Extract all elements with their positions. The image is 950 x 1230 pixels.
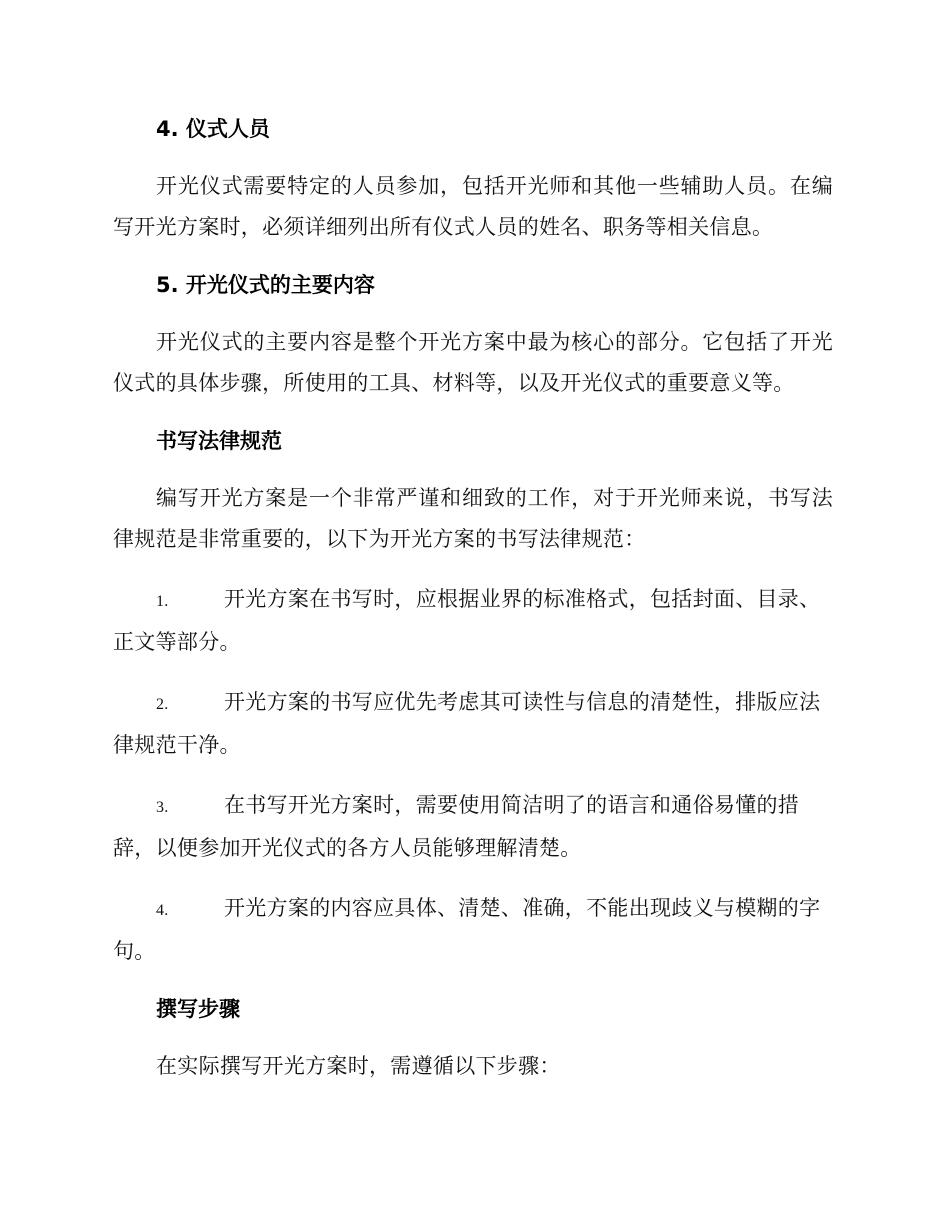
list-item [113,785,833,869]
list-item-number: 4. [156,902,169,919]
list-item-number: 2. [156,696,169,713]
section-heading-main-content: 5. 开光仪式的主要内容 [156,273,375,297]
list-item-text: 开光方案的内容应具体、清楚、准确，不能出现歧义与模糊的字句。 [113,896,821,963]
section-heading-ceremony-personnel: 4. 仪式人员 [156,117,270,141]
list-item-text: 开光方案的书写应优先考虑其可读性与信息的清楚性，排版应法律规范干净。 [113,690,821,757]
list-item [113,579,833,663]
paragraph-ceremony-personnel: 开光仪式需要特定的人员参加，包括开光师和其他一些辅助人员。在编写开光方案时，必须详细列出所有仪式人员的姓名、职务等相关信息。 [113,174,833,239]
list-item-number: 1. [156,593,169,610]
list-item [113,682,833,766]
paragraph-main-content: 开光仪式的主要内容是整个开光方案中最为核心的部分。它包括了开光仪式的具体步骤，所使用的工具、材料等，以及开光仪式的重要意义等。 [113,330,833,395]
list-item-text: 在书写开光方案时，需要使用简洁明了的语言和通俗易懂的措辞，以便参加开光仪式的各方人员能够理解清楚。 [113,793,800,860]
document-body [113,111,833,1106]
list-item-number: 3. [156,799,169,816]
paragraph-writing-steps: 在实际撰写开光方案时，需遵循以下步骤： [156,1054,561,1078]
paragraph-writing-norms: 编写开光方案是一个非常严谨和细致的工作，对于开光师来说，书写法律规范是非常重要的，以下为开光方案的书写法律规范： [113,486,833,551]
list-item [113,888,833,972]
list-item-text: 开光方案在书写时，应根据业界的标准格式，包括封面、目录、正文等部分。 [113,587,821,654]
section-heading-writing-steps: 撰写步骤 [156,997,240,1021]
section-heading-writing-norms: 书写法律规范 [156,429,282,453]
